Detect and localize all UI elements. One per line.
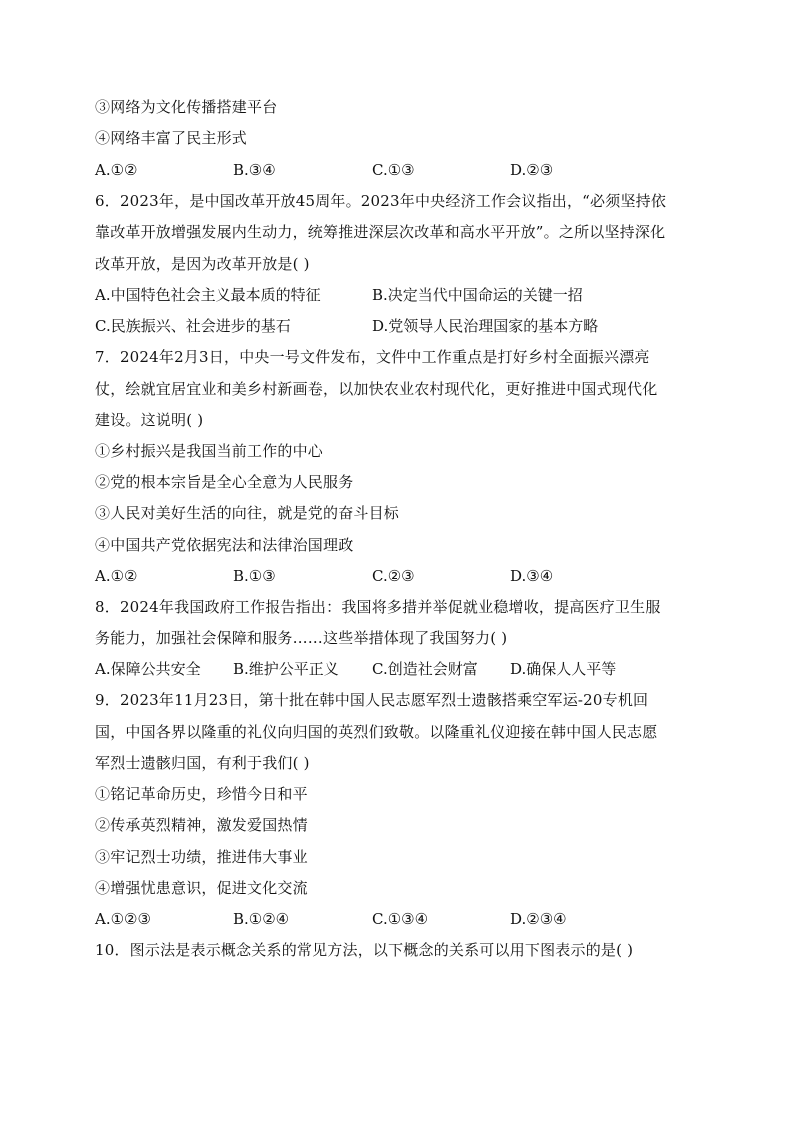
q7-stem-line-3: 建设。这说明( ): [95, 411, 204, 429]
q8-stem-line-2: 务能力，加强社会保障和服务……这些举措体现了我国努力( ): [95, 629, 508, 647]
q5-option-c[interactable]: C.①③: [372, 161, 415, 179]
q9-stem-line-3: 军烈士遗骸归国，有利于我们( ): [95, 754, 310, 772]
q9-item-1: ①铭记革命历史，珍惜今日和平: [95, 785, 308, 803]
q7-stem-line-1: 7．2024年2月3日，中央一号文件发布，文件中工作重点是打好乡村全面振兴漂亮: [95, 348, 650, 366]
q6-stem-line-3: 改革开放，是因为改革开放是( ): [95, 255, 310, 273]
q9-item-4: ④增强忧患意识，促进文化交流: [95, 879, 308, 897]
q5-option-a[interactable]: A.①②: [95, 161, 138, 179]
q10-stem-line-1: 10．图示法是表示概念关系的常见方法，以下概念的关系可以用下图表示的是( ): [95, 941, 634, 959]
q7-option-d[interactable]: D.③④: [510, 567, 554, 585]
q7-option-b[interactable]: B.①③: [233, 567, 276, 585]
q6-option-c[interactable]: C.民族振兴、社会进步的基石: [95, 317, 291, 335]
q6-option-a[interactable]: A.中国特色社会主义最本质的特征: [95, 286, 321, 304]
q6-option-d[interactable]: D.党领导人民治理国家的基本方略: [372, 317, 599, 335]
q7-option-a[interactable]: A.①②: [95, 567, 138, 585]
q5-item-3: ③网络为文化传播搭建平台: [95, 98, 278, 116]
q8-option-b[interactable]: B.维护公平正义: [233, 660, 339, 678]
q7-option-c[interactable]: C.②③: [372, 567, 415, 585]
q7-stem-line-2: 仗，绘就宜居宜业和美乡村新画卷，以加快农业农村现代化，更好推进中国式现代化: [95, 380, 658, 398]
q9-option-d[interactable]: D.②③④: [510, 910, 567, 928]
q9-option-b[interactable]: B.①②④: [233, 910, 290, 928]
q7-item-4: ④中国共产党依据宪法和法律治国理政: [95, 536, 354, 554]
q8-option-d[interactable]: D.确保人人平等: [510, 660, 617, 678]
q9-item-3: ③牢记烈士功绩，推进伟大事业: [95, 848, 308, 866]
q9-option-c[interactable]: C.①③④: [372, 910, 429, 928]
q9-option-a[interactable]: A.①②③: [95, 910, 151, 928]
q7-item-2: ②党的根本宗旨是全心全意为人民服务: [95, 473, 354, 491]
q5-option-b[interactable]: B.③④: [233, 161, 276, 179]
q7-item-1: ①乡村振兴是我国当前工作的中心: [95, 442, 324, 460]
q5-item-4: ④网络丰富了民主形式: [95, 129, 248, 147]
q7-item-3: ③人民对美好生活的向往，就是党的奋斗目标: [95, 504, 400, 522]
q5-option-d[interactable]: D.②③: [510, 161, 554, 179]
q6-option-b[interactable]: B.决定当代中国命运的关键一招: [372, 286, 583, 304]
q6-stem-line-1: 6．2023年，是中国改革开放45周年。2023年中央经济工作会议指出，“必须坚持依: [95, 192, 667, 210]
q9-item-2: ②传承英烈精神，激发爱国热情: [95, 816, 308, 834]
q6-stem-line-2: 靠改革开放增强发展内生动力，统筹推进深层次改革和高水平开放”。之所以坚持深化: [95, 223, 666, 241]
q8-option-c[interactable]: C.创造社会财富: [372, 660, 478, 678]
q8-option-a[interactable]: A.保障公共安全: [95, 660, 201, 678]
q8-stem-line-1: 8．2024年我国政府工作报告指出：我国将多措并举促就业稳增收，提高医疗卫生服: [95, 598, 661, 616]
q9-stem-line-2: 国，中国各界以隆重的礼仪向归国的英烈们致敬。以隆重礼仪迎接在韩中国人民志愿: [95, 723, 658, 741]
q9-stem-line-1: 9．2023年11月23日，第十批在韩中国人民志愿军烈士遗骸搭乘空军运-20专机回: [95, 691, 649, 709]
